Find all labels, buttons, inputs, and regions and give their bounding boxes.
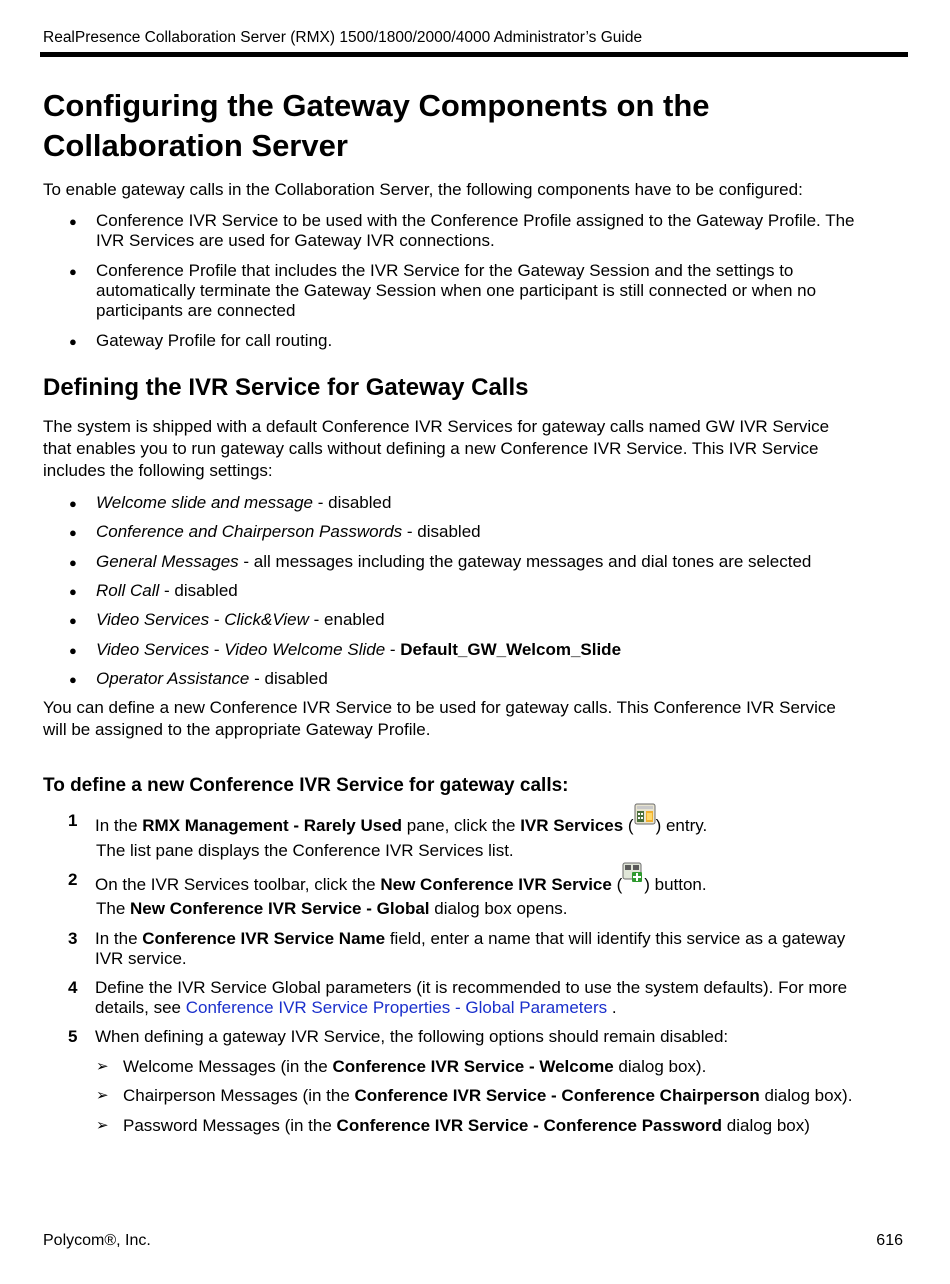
subsection-title: Defining the IVR Service for Gateway Calls bbox=[43, 374, 529, 401]
subsection-intro: The system is shipped with a default Conference IVR Services for gateway calls named GW IVR Service that enables you to run gateway calls without defining a new Conference IVR Service. This IVR Service includes the following settings: bbox=[43, 417, 830, 480]
new-ivr-service-icon bbox=[622, 862, 644, 884]
subsection-outro: You can define a new Conference IVR Service to be used for gateway calls. This Conference IVR Service will be assigned to the appropriate Gateway Profile. bbox=[43, 698, 836, 739]
page-number: 616 bbox=[876, 1232, 903, 1249]
arrow-bullet-icon: ➢ bbox=[96, 1117, 109, 1134]
section-title-line1: Configuring the Gateway Components on the bbox=[43, 88, 710, 123]
arrow-bullet-icon: ➢ bbox=[96, 1087, 109, 1104]
bullet-marker: ● bbox=[69, 672, 77, 687]
bullet-marker: ● bbox=[69, 496, 77, 511]
bullet-marker: ● bbox=[69, 334, 77, 349]
step-note: The list pane displays the Conference IVR Services list. bbox=[96, 841, 514, 860]
arrow-bullet-icon: ➢ bbox=[96, 1058, 109, 1075]
section-title bbox=[43, 86, 710, 166]
global-parameters-link[interactable]: Conference IVR Service Properties - Global Parameters bbox=[185, 998, 608, 1017]
bullet-marker: ● bbox=[69, 214, 77, 229]
bullet-marker: ● bbox=[69, 643, 77, 658]
bullet-marker: ● bbox=[69, 613, 77, 628]
section-title-line2: Collaboration Server bbox=[43, 128, 348, 163]
header-rule bbox=[40, 52, 908, 57]
procedure-title: To define a new Conference IVR Service for gateway calls: bbox=[43, 775, 569, 796]
running-header: RealPresence Collaboration Server (RMX) 1500/1800/2000/4000 Administrator’s Guide bbox=[43, 29, 643, 46]
step-note: The New Conference IVR Service - Global dialog box opens. bbox=[96, 899, 568, 918]
bullet-marker: ● bbox=[69, 525, 77, 540]
footer-company: Polycom®, Inc. bbox=[43, 1232, 151, 1249]
bullet-marker: ● bbox=[69, 264, 77, 279]
section-intro: To enable gateway calls in the Collaboration Server, the following components have to be configured: bbox=[43, 180, 803, 199]
ivr-services-icon bbox=[634, 803, 656, 825]
bullet-marker: ● bbox=[69, 584, 77, 599]
bullet-marker: ● bbox=[69, 555, 77, 570]
